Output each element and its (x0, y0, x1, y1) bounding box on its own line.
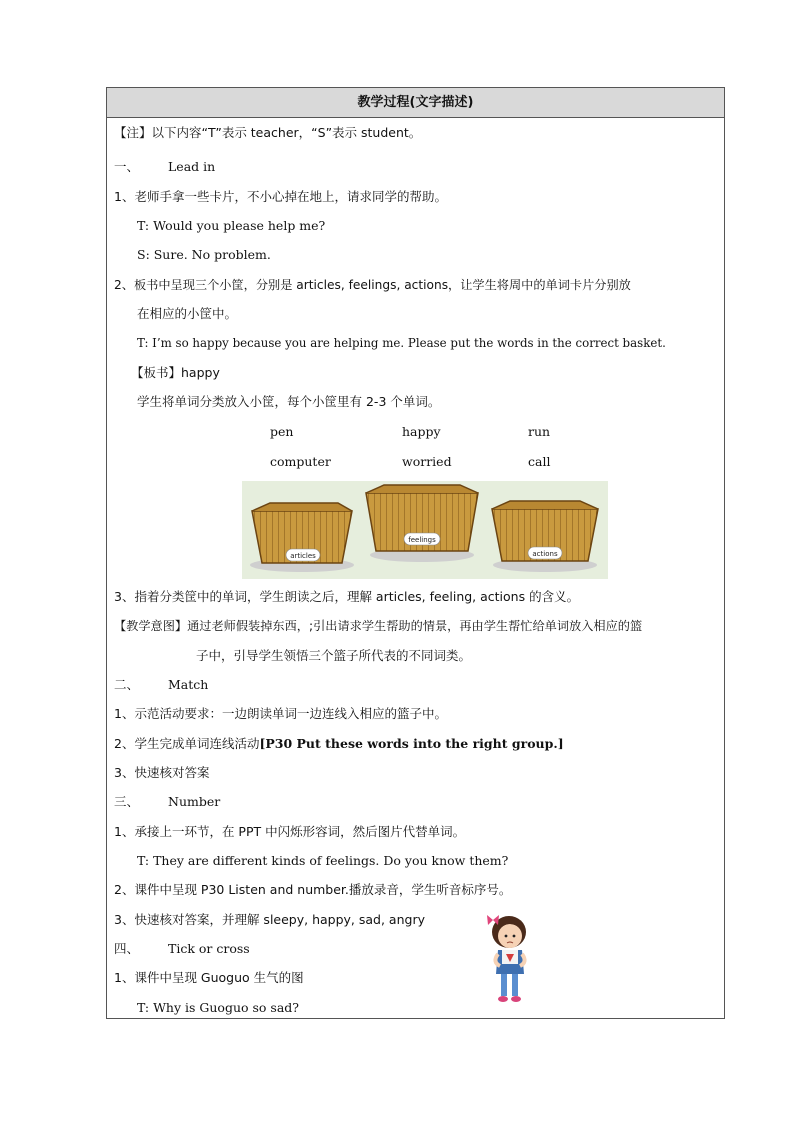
basket-label-actions: actions (532, 550, 558, 558)
basket-actions-icon (492, 501, 598, 572)
step-3-1: 1、承接上一环节，在 PPT 中闪烁形容词，然后图片代替单词。 (114, 824, 466, 839)
intent-line-b: 子中，引导学生领悟三个篮子所代表的不同词类。 (196, 648, 472, 663)
section-1-title: Lead in (168, 159, 216, 174)
dialogue-s-1: S: Sure. No problem. (137, 247, 271, 262)
step-2-2-text: 2、学生完成单词连线活动 (114, 736, 260, 751)
section-4-number: 四、 (114, 941, 140, 956)
section-3-number: 三、 (114, 794, 140, 809)
sort-instruction: 学生将单词分类放入小筐，每个小筐里有 2-3 个单词。 (137, 394, 441, 409)
step-1-2-a: 2、板书中呈现三个小筐，分别是 articles, feelings, actions，让学生将周中的单词卡片分别放 (114, 278, 631, 292)
baskets-image (242, 481, 608, 579)
step-1-2-b: 在相应的小筐中。 (137, 306, 238, 321)
dialogue-t-2: T: I’m so happy because you are helping me. Please put the words in the correct basket. (137, 336, 666, 350)
step-3-2: 2、课件中呈现 P30 Listen and number.播放录音，学生听音标序号。 (114, 882, 512, 897)
board-line: 【板书】happy (131, 365, 220, 380)
dialogue-t-3: T: They are different kinds of feelings. Do you know them? (137, 853, 509, 868)
word-call: call (528, 454, 551, 469)
baskets-illustration (242, 481, 608, 579)
table-header: 教学过程(文字描述) (107, 88, 724, 118)
word-worried: worried (402, 454, 452, 469)
step-3-3: 3、快速核对答案，并理解 sleepy, happy, sad, angry (114, 912, 425, 927)
word-happy: happy (402, 424, 441, 439)
section-4-title: Tick or cross (168, 941, 250, 956)
basket-articles-icon (250, 503, 354, 572)
dialogue-t-1: T: Would you please help me? (137, 218, 326, 233)
basket-label-feelings: feelings (408, 536, 436, 544)
step-1-3: 3、指着分类筐中的单词，学生朗读之后，理解 articles, feeling, actions 的含义。 (114, 589, 580, 604)
section-3-title: Number (168, 794, 221, 809)
step-2-3: 3、快速核对答案 (114, 765, 210, 780)
step-4-1: 1、课件中呈现 Guoguo 生气的图 (114, 970, 304, 985)
intent-line-a: 【教学意图】通过老师假装掉东西，;引出请求学生帮助的情景，再由学生帮忙给单词放入相应的篮 (114, 619, 643, 633)
word-computer: computer (270, 454, 331, 469)
section-1-number: 一、 (114, 159, 140, 174)
step-2-2 (114, 735, 564, 753)
section-2-title: Match (168, 677, 209, 692)
word-pen: pen (270, 424, 294, 439)
dialogue-t-4: T: Why is Guoguo so sad? (137, 1000, 299, 1015)
step-2-1: 1、示范活动要求：一边朗读单词一边连线入相应的篮子中。 (114, 706, 447, 721)
girl-character-icon (484, 912, 534, 1007)
step-2-2-page-ref: [P30 Put these words into the right group.] (259, 736, 564, 751)
basket-label-articles: articles (290, 552, 316, 560)
note-line: 【注】以下内容“T”表示 teacher，“S”表示 student。 (114, 125, 422, 140)
basket-feelings-icon (366, 485, 478, 562)
step-1-1: 1、老师手拿一些卡片，不小心掉在地上，请求同学的帮助。 (114, 189, 447, 204)
section-2-number: 二、 (114, 677, 140, 692)
word-run: run (528, 424, 551, 439)
